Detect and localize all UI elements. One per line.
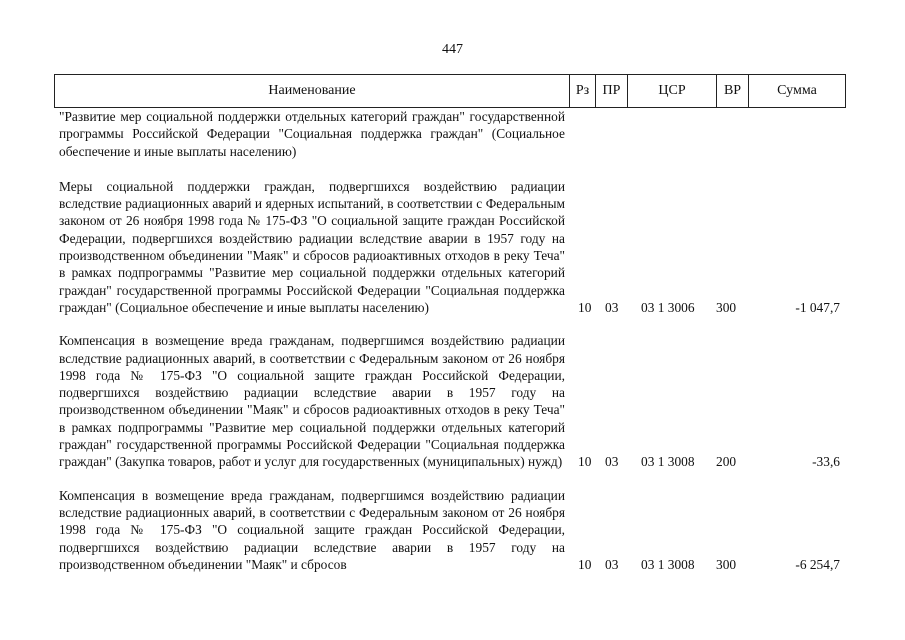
row-rz: 10	[578, 454, 592, 470]
header-csr: ЦСР	[628, 75, 717, 107]
row-csr: 03 1 3006	[641, 299, 695, 315]
row-rz: 10	[578, 299, 592, 315]
row-pr: 03	[605, 299, 619, 315]
row-rz: 10	[578, 556, 592, 572]
header-sum: Сумма	[777, 83, 817, 98]
row-name: Компенсация в возмещение вреда гражданам, подвергшимся воздействию радиации вследствие радиационных аварий, в соответствии с Федеральным законом от 26 ноября 1998 года № 175-ФЗ "О социальной защите граждан Российской Федерации, подвергшихся воздействию радиации вследствие аварии в 1957 году на производственном объединении "Маяк" и сбросов радиоактивных отходов в реку Теча" в рамках подпрограммы "Развитие мер социальной поддержки отдельных категорий граждан" государственной программы Российской Федерации "Социальная поддержка граждан" (Закупка товаров, работ и услуг для государственных (муниципальных) нужд)	[59, 333, 565, 470]
row-name: "Развитие мер социальной поддержки отдельных категорий граждан" государственной программы Российской Федерации "Социальная поддержка граждан" (Социальное обеспечение и иные выплаты населению)	[59, 109, 565, 159]
row-vr: 200	[716, 454, 737, 470]
row-vr: 300	[716, 299, 737, 315]
table-row	[54, 178, 846, 316]
row-sum: -6 254,7	[795, 556, 840, 572]
header-rz: Рз	[570, 75, 596, 107]
table-header	[54, 74, 846, 108]
header-name: Наименование	[55, 75, 570, 107]
row-spacer	[54, 471, 846, 487]
row-csr: 03 1 3008	[641, 454, 695, 470]
table-row	[54, 332, 846, 470]
row-sum: -1 047,7	[795, 299, 840, 315]
row-name: Компенсация в возмещение вреда гражданам, подвергшимся воздействию радиации вследствие радиационных аварий, в соответствии с Федеральным законом от 26 ноября 1998 года № 175-ФЗ "О социальной защите граждан Российской Федерации, подвергшихся воздействию радиации вследствие аварии в 1957 году на производственном объединении "Маяк" и сбросов	[59, 487, 565, 572]
page-number: 447	[442, 42, 463, 57]
row-csr: 03 1 3008	[641, 556, 695, 572]
row-pr: 03	[605, 556, 619, 572]
header-vr: ВР	[717, 75, 749, 107]
header-pr: ПР	[596, 75, 628, 107]
table-row	[54, 108, 846, 160]
row-spacer	[54, 316, 846, 332]
table-body	[54, 108, 846, 573]
row-vr: 300	[716, 556, 737, 572]
row-name: Меры социальной поддержки граждан, подвергшихся воздействию радиации вследствие радиационных аварий и ядерных испытаний, в соответствии с Федеральным законом от 26 ноября 1998 года № 175-ФЗ "О социальной защите граждан Российской Федерации, подвергшихся воздействию радиации вследствие аварии в 1957 году на производственном объединении "Маяк" и сбросов радиоактивных отходов в реку Теча" в рамках подпрограммы "Развитие мер социальной поддержки отдельных категорий граждан" государственной программы Российской Федерации "Социальная поддержка граждан" (Социальное обеспечение и иные выплаты населению)	[59, 178, 565, 315]
row-pr: 03	[605, 454, 619, 470]
row-sum: -33,6	[812, 454, 840, 470]
table-row	[54, 487, 846, 573]
row-spacer	[54, 160, 846, 178]
